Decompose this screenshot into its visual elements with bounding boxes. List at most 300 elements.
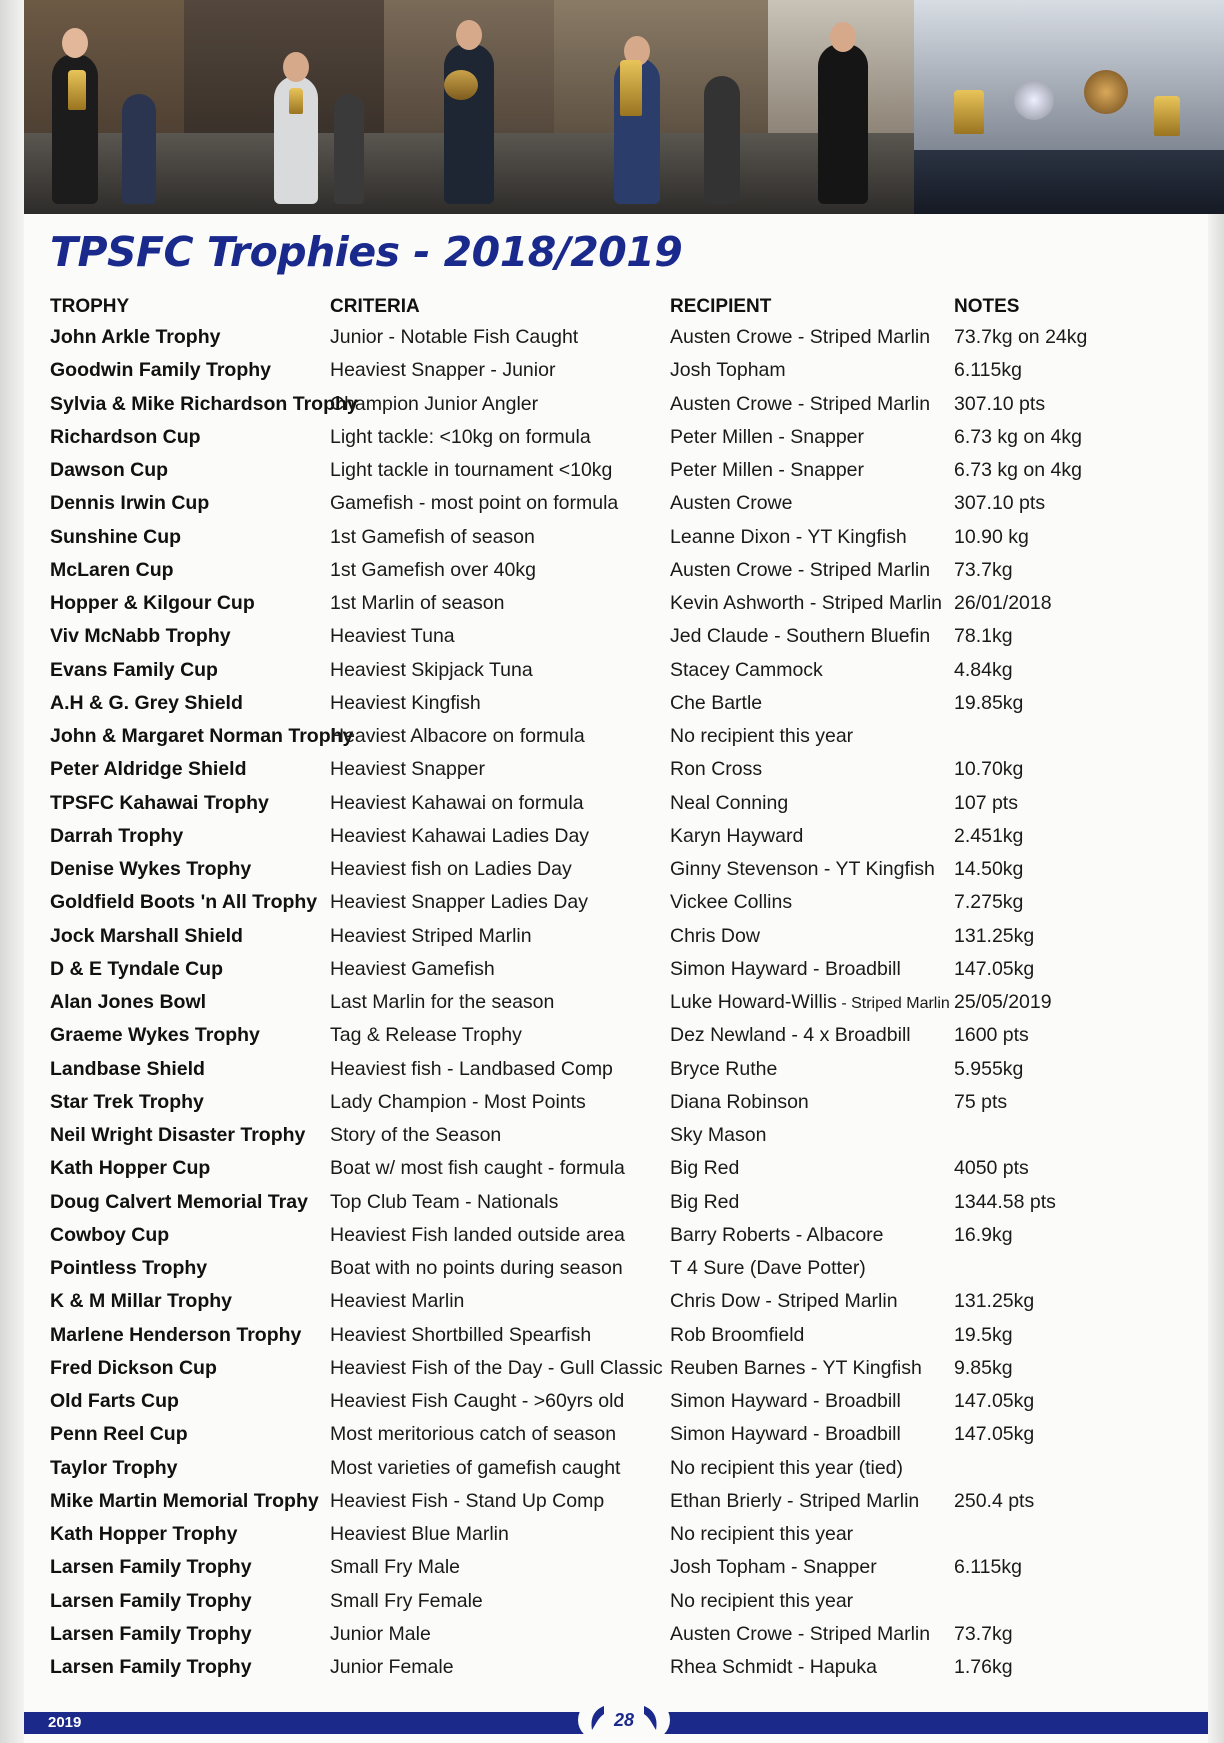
- cell-criteria-text: Heaviest Albacore on formula: [330, 725, 585, 748]
- cell-criteria-text: Light tackle in tournament <10kg: [330, 459, 613, 482]
- cell-trophy: [46, 1319, 326, 1352]
- cell-recipient: [666, 554, 950, 587]
- cell-criteria-text: 1st Gamefish over 40kg: [330, 558, 536, 581]
- cell-trophy: [46, 1152, 326, 1185]
- table-row: [46, 388, 1206, 421]
- cell-notes: [950, 454, 1206, 487]
- cell-notes: [950, 1651, 1206, 1684]
- cell-notes: [950, 787, 1206, 820]
- cell-notes: [950, 687, 1206, 720]
- cell-notes: [950, 1019, 1206, 1052]
- cell-criteria: [326, 354, 666, 387]
- cell-criteria: [326, 1551, 666, 1584]
- cell-notes: [950, 853, 1206, 886]
- cell-notes: [950, 1219, 1206, 1252]
- cell-trophy: [46, 1252, 326, 1285]
- cell-recipient-text: Barry Roberts - Albacore: [670, 1223, 884, 1246]
- cell-recipient: [666, 1618, 950, 1651]
- table-row: [46, 421, 1206, 454]
- cell-criteria: [326, 1019, 666, 1052]
- cell-criteria-text: Heaviest Gamefish: [330, 957, 495, 980]
- cell-notes: [950, 654, 1206, 687]
- cell-notes-text: 250.4 pts: [954, 1489, 1035, 1512]
- cell-notes: [950, 554, 1206, 587]
- table-row: [46, 654, 1206, 687]
- cell-notes: [950, 1152, 1206, 1185]
- cell-trophy-text: Fred Dickson Cup: [50, 1356, 217, 1379]
- cell-criteria-text: Heaviest Tuna: [330, 625, 455, 648]
- page-number-badge: [578, 1700, 670, 1740]
- cell-recipient: [666, 487, 950, 520]
- cell-criteria-text: Heaviest Fish - Stand Up Comp: [330, 1489, 605, 1512]
- cell-criteria: [326, 820, 666, 853]
- cell-recipient-text: Austen Crowe: [670, 492, 793, 515]
- table-row: [46, 554, 1206, 587]
- cell-notes-text: 6.73 kg on 4kg: [954, 459, 1082, 482]
- cell-notes-text: 131.25kg: [954, 1290, 1035, 1313]
- cell-recipient: [666, 720, 950, 753]
- table-row: [46, 986, 1206, 1019]
- cell-recipient: [666, 1086, 950, 1119]
- cell-notes: [950, 620, 1206, 653]
- cell-criteria-text: Junior Female: [330, 1656, 454, 1679]
- photo-trophy-winner-5: [768, 0, 914, 214]
- page-gutter-right: [1208, 0, 1224, 1743]
- cell-recipient: [666, 454, 950, 487]
- cell-trophy: [46, 920, 326, 953]
- cell-trophy: [46, 1518, 326, 1551]
- cell-criteria-text: Small Fry Male: [330, 1556, 461, 1579]
- cell-notes-text: 9.85kg: [954, 1356, 1013, 1379]
- cell-recipient-text: Peter Millen - Snapper: [670, 459, 865, 482]
- cell-notes: [950, 1418, 1206, 1451]
- cell-recipient: [666, 920, 950, 953]
- cell-recipient-text: Kevin Ashworth - Striped Marlin: [670, 592, 943, 615]
- cell-trophy: [46, 620, 326, 653]
- cell-criteria-text: Gamefish - most point on formula: [330, 492, 619, 515]
- cell-trophy: [46, 787, 326, 820]
- cell-criteria-text: Heaviest Snapper: [330, 758, 486, 781]
- cell-notes: [950, 587, 1206, 620]
- cell-criteria-text: Heaviest Kahawai Ladies Day: [330, 824, 590, 847]
- cell-notes-text: 19.85kg: [954, 691, 1024, 714]
- cell-notes-text: 78.1kg: [954, 625, 1013, 648]
- cell-recipient: [666, 620, 950, 653]
- cell-recipient: [666, 1651, 950, 1684]
- cell-notes: [950, 421, 1206, 454]
- cell-notes: [950, 1119, 1206, 1152]
- cell-criteria: [326, 454, 666, 487]
- table-row: [46, 1152, 1206, 1185]
- cell-notes: [950, 953, 1206, 986]
- cell-notes: [950, 388, 1206, 421]
- cell-recipient: [666, 1252, 950, 1285]
- cell-trophy-text: Pointless Trophy: [50, 1257, 208, 1280]
- cell-notes: [950, 820, 1206, 853]
- cell-trophy-text: Darrah Trophy: [50, 824, 184, 847]
- cell-notes-text: 73.7kg on 24kg: [954, 326, 1088, 349]
- cell-trophy-text: Star Trek Trophy: [50, 1090, 204, 1113]
- table-row: [46, 1485, 1206, 1518]
- cell-criteria-text: Most meritorious catch of season: [330, 1423, 617, 1446]
- cell-notes-text: 7.275kg: [954, 891, 1024, 914]
- column-header-trophy: TROPHY: [50, 296, 130, 317]
- cell-criteria: [326, 1518, 666, 1551]
- cell-notes-text: 2.451kg: [954, 824, 1024, 847]
- cell-trophy: [46, 587, 326, 620]
- cell-notes: [950, 986, 1206, 1019]
- cell-trophy: [46, 953, 326, 986]
- cell-criteria-text: Story of the Season: [330, 1124, 502, 1147]
- cell-notes-text: 25/05/2019: [954, 991, 1052, 1014]
- cell-recipient: [666, 1418, 950, 1451]
- table-body: [46, 321, 1206, 1684]
- cell-notes: [950, 487, 1206, 520]
- cell-recipient: [666, 587, 950, 620]
- cell-recipient-text: Big Red: [670, 1190, 740, 1213]
- table-row: [46, 587, 1206, 620]
- cell-recipient: [666, 687, 950, 720]
- cell-criteria-text: Heaviest Snapper Ladies Day: [330, 891, 588, 914]
- cell-trophy-text: Larsen Family Trophy: [50, 1622, 252, 1645]
- cell-criteria-text: 1st Gamefish of season: [330, 525, 535, 548]
- column-header-notes: NOTES: [954, 296, 1020, 317]
- table-row: [46, 321, 1206, 354]
- cell-recipient: [666, 986, 950, 1019]
- cell-notes: [950, 1485, 1206, 1518]
- cell-recipient-text: Big Red: [670, 1157, 740, 1180]
- cell-trophy-text: Taylor Trophy: [50, 1456, 178, 1479]
- cell-notes-text: 6.73 kg on 4kg: [954, 425, 1082, 448]
- cell-trophy: [46, 1618, 326, 1651]
- cell-recipient-text: Vickee Collins: [670, 891, 793, 914]
- cell-trophy-text: Richardson Cup: [50, 425, 201, 448]
- cell-trophy: [46, 1452, 326, 1485]
- cell-criteria: [326, 953, 666, 986]
- cell-trophy-text: Cowboy Cup: [50, 1223, 170, 1246]
- cell-trophy: [46, 1352, 326, 1385]
- photo-strip: [24, 0, 1224, 214]
- cell-trophy: [46, 1086, 326, 1119]
- cell-criteria: [326, 886, 666, 919]
- cell-recipient-text: Luke Howard-Willis: [670, 991, 837, 1014]
- cell-recipient: [666, 1019, 950, 1052]
- cell-recipient: [666, 1219, 950, 1252]
- cell-recipient-text: No recipient this year: [670, 725, 854, 748]
- cell-notes: [950, 321, 1206, 354]
- table-row: [46, 1186, 1206, 1219]
- cell-notes-text: 1600 pts: [954, 1024, 1029, 1047]
- cell-recipient-text: No recipient this year (tied): [670, 1456, 904, 1479]
- cell-recipient: [666, 1452, 950, 1485]
- cell-notes: [950, 886, 1206, 919]
- cell-criteria-text: Light tackle: <10kg on formula: [330, 425, 591, 448]
- cell-criteria: [326, 521, 666, 554]
- cell-notes-text: 16.9kg: [954, 1223, 1013, 1246]
- table-row: [46, 354, 1206, 387]
- cell-recipient: [666, 388, 950, 421]
- cell-trophy-text: Jock Marshall Shield: [50, 924, 243, 947]
- cell-trophy: [46, 853, 326, 886]
- cell-recipient-text: Diana Robinson: [670, 1090, 809, 1113]
- cell-criteria: [326, 1651, 666, 1684]
- cell-notes-text: 19.5kg: [954, 1323, 1013, 1346]
- cell-notes: [950, 1319, 1206, 1352]
- cell-trophy-text: Doug Calvert Memorial Tray: [50, 1190, 308, 1213]
- cell-trophy: [46, 1585, 326, 1618]
- cell-criteria-text: Heaviest Kingfish: [330, 691, 481, 714]
- cell-recipient-text: Austen Crowe - Striped Marlin: [670, 1622, 931, 1645]
- cell-recipient-text: No recipient this year: [670, 1589, 854, 1612]
- cell-recipient-text: No recipient this year: [670, 1523, 854, 1546]
- cell-recipient-text: Simon Hayward - Broadbill: [670, 1390, 901, 1413]
- cell-trophy-text: TPSFC Kahawai Trophy: [50, 791, 269, 814]
- cell-criteria-text: Heaviest Snapper - Junior: [330, 359, 556, 382]
- cell-trophy-text: Mike Martin Memorial Trophy: [50, 1489, 319, 1512]
- cell-notes-text: 5.955kg: [954, 1057, 1024, 1080]
- cell-notes: [950, 720, 1206, 753]
- cell-criteria: [326, 654, 666, 687]
- cell-recipient: [666, 421, 950, 454]
- cell-recipient-text: Ginny Stevenson - YT Kingfish: [670, 858, 935, 881]
- cell-notes-text: 6.115kg: [954, 359, 1022, 382]
- cell-criteria: [326, 1285, 666, 1318]
- cell-recipient-text: Chris Dow - Striped Marlin: [670, 1290, 898, 1313]
- cell-recipient-text: Austen Crowe - Striped Marlin: [670, 558, 931, 581]
- cell-trophy-text: Kath Hopper Trophy: [50, 1523, 238, 1546]
- cell-criteria: [326, 687, 666, 720]
- cell-criteria: [326, 1086, 666, 1119]
- cell-trophy-text: Evans Family Cup: [50, 658, 218, 681]
- cell-trophy-text: Viv McNabb Trophy: [50, 625, 231, 648]
- cell-criteria: [326, 1452, 666, 1485]
- table-row: [46, 487, 1206, 520]
- cell-notes-text: 4050 pts: [954, 1157, 1029, 1180]
- cell-trophy: [46, 1219, 326, 1252]
- cell-recipient: [666, 753, 950, 786]
- cell-notes: [950, 753, 1206, 786]
- cell-criteria-text: Junior - Notable Fish Caught: [330, 326, 579, 349]
- cell-trophy: [46, 1418, 326, 1451]
- cell-recipient: [666, 953, 950, 986]
- cell-trophy: [46, 354, 326, 387]
- cell-criteria-text: Small Fry Female: [330, 1589, 483, 1612]
- page-gutter-left: [0, 0, 24, 1743]
- cell-recipient: [666, 321, 950, 354]
- cell-recipient: [666, 1385, 950, 1418]
- cell-recipient: [666, 1152, 950, 1185]
- cell-trophy: [46, 1285, 326, 1318]
- cell-recipient-text: Rhea Schmidt - Hapuka: [670, 1656, 878, 1679]
- cell-notes: [950, 1551, 1206, 1584]
- cell-notes-text: 10.70kg: [954, 758, 1024, 781]
- cell-criteria-text: Champion Junior Angler: [330, 392, 539, 415]
- cell-trophy: [46, 521, 326, 554]
- table-row: [46, 753, 1206, 786]
- cell-trophy: [46, 1485, 326, 1518]
- cell-notes: [950, 1186, 1206, 1219]
- cell-recipient: [666, 1186, 950, 1219]
- page-title: TPSFC Trophies - 2018/2019: [50, 228, 683, 276]
- cell-recipient-text: Reuben Barnes - YT Kingfish: [670, 1356, 922, 1379]
- cell-notes-text: 75 pts: [954, 1090, 1008, 1113]
- cell-notes-text: 14.50kg: [954, 858, 1024, 881]
- cell-recipient: [666, 354, 950, 387]
- cell-recipient-text: Simon Hayward - Broadbill: [670, 957, 901, 980]
- cell-criteria-text: Heaviest Fish landed outside area: [330, 1223, 625, 1246]
- table-header-row: [46, 293, 1206, 321]
- cell-criteria: [326, 587, 666, 620]
- cell-notes-text: 73.7kg: [954, 1622, 1013, 1645]
- cell-notes: [950, 521, 1206, 554]
- column-header-criteria: CRITERIA: [330, 296, 420, 317]
- cell-notes: [950, 1618, 1206, 1651]
- cell-criteria: [326, 1418, 666, 1451]
- cell-recipient-text: Simon Hayward - Broadbill: [670, 1423, 901, 1446]
- cell-recipient-text: Che Bartle: [670, 691, 763, 714]
- cell-criteria: [326, 388, 666, 421]
- cell-trophy-text: John & Margaret Norman Trophy: [50, 725, 354, 748]
- cell-trophy: [46, 720, 354, 753]
- photo-trophy-winner-2: [184, 0, 384, 214]
- cell-criteria-text: Heaviest Shortbilled Spearfish: [330, 1323, 592, 1346]
- cell-criteria-text: Most varieties of gamefish caught: [330, 1456, 621, 1479]
- cell-trophy-text: D & E Tyndale Cup: [50, 957, 223, 980]
- cell-recipient: [666, 1319, 950, 1352]
- cell-trophy-text: Goodwin Family Trophy: [50, 359, 272, 382]
- cell-recipient: [666, 521, 950, 554]
- trophies-table: [46, 293, 1206, 1684]
- cell-trophy: [46, 654, 326, 687]
- cell-recipient-text: T 4 Sure (Dave Potter): [670, 1257, 866, 1280]
- cell-recipient: [666, 1352, 950, 1385]
- cell-criteria: [326, 1119, 666, 1152]
- cell-notes: [950, 1086, 1206, 1119]
- cell-trophy-text: Neil Wright Disaster Trophy: [50, 1124, 306, 1147]
- cell-recipient: [666, 654, 950, 687]
- table-row: [46, 1219, 1206, 1252]
- table-row: [46, 920, 1206, 953]
- cell-notes-text: 147.05kg: [954, 1390, 1035, 1413]
- table-row: [46, 1019, 1206, 1052]
- cell-criteria: [326, 1152, 666, 1185]
- table-row: [46, 1086, 1206, 1119]
- cell-trophy: [46, 1385, 326, 1418]
- cell-criteria: [326, 1252, 666, 1285]
- cell-recipient: [666, 853, 950, 886]
- table-row: [46, 1252, 1206, 1285]
- cell-trophy-text: Dennis Irwin Cup: [50, 492, 210, 515]
- cell-trophy: [46, 1053, 326, 1086]
- cell-trophy-text: Sylvia & Mike Richardson Trophy: [50, 392, 358, 415]
- cell-notes-text: 131.25kg: [954, 924, 1035, 947]
- cell-recipient-text: Chris Dow: [670, 924, 760, 947]
- cell-notes-text: 147.05kg: [954, 1423, 1035, 1446]
- cell-trophy: [46, 820, 326, 853]
- cell-recipient-text: Josh Topham - Snapper: [670, 1556, 877, 1579]
- cell-recipient-text: Neal Conning: [670, 791, 789, 814]
- cell-trophy: [46, 321, 326, 354]
- cell-criteria-text: Boat w/ most fish caught - formula: [330, 1157, 625, 1180]
- cell-notes: [950, 354, 1206, 387]
- cell-criteria: [326, 554, 666, 587]
- cell-trophy-text: Marlene Henderson Trophy: [50, 1323, 302, 1346]
- cell-criteria-text: Lady Champion - Most Points: [330, 1090, 586, 1113]
- cell-trophy-text: Larsen Family Trophy: [50, 1556, 252, 1579]
- cell-notes-text: 10.90 kg: [954, 525, 1029, 548]
- cell-criteria-text: Tag & Release Trophy: [330, 1024, 522, 1047]
- cell-criteria: [326, 1186, 666, 1219]
- cell-trophy-text: Alan Jones Bowl: [50, 991, 207, 1014]
- cell-recipient-text: Peter Millen - Snapper: [670, 425, 865, 448]
- table-row: [46, 1651, 1206, 1684]
- cell-recipient-text: Ron Cross: [670, 758, 763, 781]
- cell-criteria: [326, 1485, 666, 1518]
- cell-notes-text: 307.10 pts: [954, 392, 1046, 415]
- cell-trophy-text: John Arkle Trophy: [50, 326, 221, 349]
- cell-trophy-text: Larsen Family Trophy: [50, 1589, 252, 1612]
- cell-recipient: [666, 1485, 950, 1518]
- cell-notes-text: 4.84kg: [954, 658, 1013, 681]
- cell-notes-text: 307.10 pts: [954, 492, 1046, 515]
- cell-trophy-text: Landbase Shield: [50, 1057, 205, 1080]
- cell-criteria: [326, 853, 666, 886]
- table-row: [46, 853, 1206, 886]
- cell-recipient: [666, 787, 950, 820]
- photo-trophy-winner-1: [24, 0, 184, 214]
- table-row: [46, 787, 1206, 820]
- cell-trophy: [46, 1119, 326, 1152]
- table-row: [46, 1119, 1206, 1152]
- cell-criteria-text: Heaviest Blue Marlin: [330, 1523, 509, 1546]
- cell-criteria-text: Junior Male: [330, 1622, 431, 1645]
- cell-criteria-text: Heaviest fish on Ladies Day: [330, 858, 572, 881]
- cell-criteria: [326, 1618, 666, 1651]
- table-row: [46, 886, 1206, 919]
- cell-criteria-text: Heaviest fish - Landbased Comp: [330, 1057, 613, 1080]
- photo-trophy-winner-4: [554, 0, 768, 214]
- cell-trophy: [46, 1651, 326, 1684]
- cell-notes-text: 73.7kg: [954, 558, 1013, 581]
- cell-criteria-text: Heaviest Fish Caught - >60yrs old: [330, 1390, 625, 1413]
- cell-trophy: [46, 687, 326, 720]
- cell-notes: [950, 1352, 1206, 1385]
- cell-recipient: [666, 1119, 950, 1152]
- cell-trophy: [46, 554, 326, 587]
- cell-recipient-text: Bryce Ruthe: [670, 1057, 778, 1080]
- cell-criteria: [326, 321, 666, 354]
- cell-criteria: [326, 1319, 666, 1352]
- cell-notes-text: 1.76kg: [954, 1656, 1013, 1679]
- cell-trophy-text: Graeme Wykes Trophy: [50, 1024, 260, 1047]
- cell-recipient: [666, 1518, 950, 1551]
- cell-criteria-text: Last Marlin for the season: [330, 991, 555, 1014]
- cell-trophy-text: Larsen Family Trophy: [50, 1656, 252, 1679]
- cell-trophy-text: Kath Hopper Cup: [50, 1157, 211, 1180]
- table-row: [46, 1585, 1206, 1618]
- cell-criteria: [326, 720, 666, 753]
- table-row: [46, 687, 1206, 720]
- cell-recipient-text: Austen Crowe - Striped Marlin: [670, 392, 931, 415]
- cell-trophy: [46, 421, 326, 454]
- cell-recipient-text: Dez Newland - 4 x Broadbill: [670, 1024, 911, 1047]
- cell-trophy-text: McLaren Cup: [50, 558, 174, 581]
- cell-notes: [950, 920, 1206, 953]
- cell-recipient: [666, 1285, 950, 1318]
- table-row: [46, 820, 1206, 853]
- table-row: [46, 620, 1206, 653]
- cell-notes-text: 6.115kg: [954, 1556, 1022, 1579]
